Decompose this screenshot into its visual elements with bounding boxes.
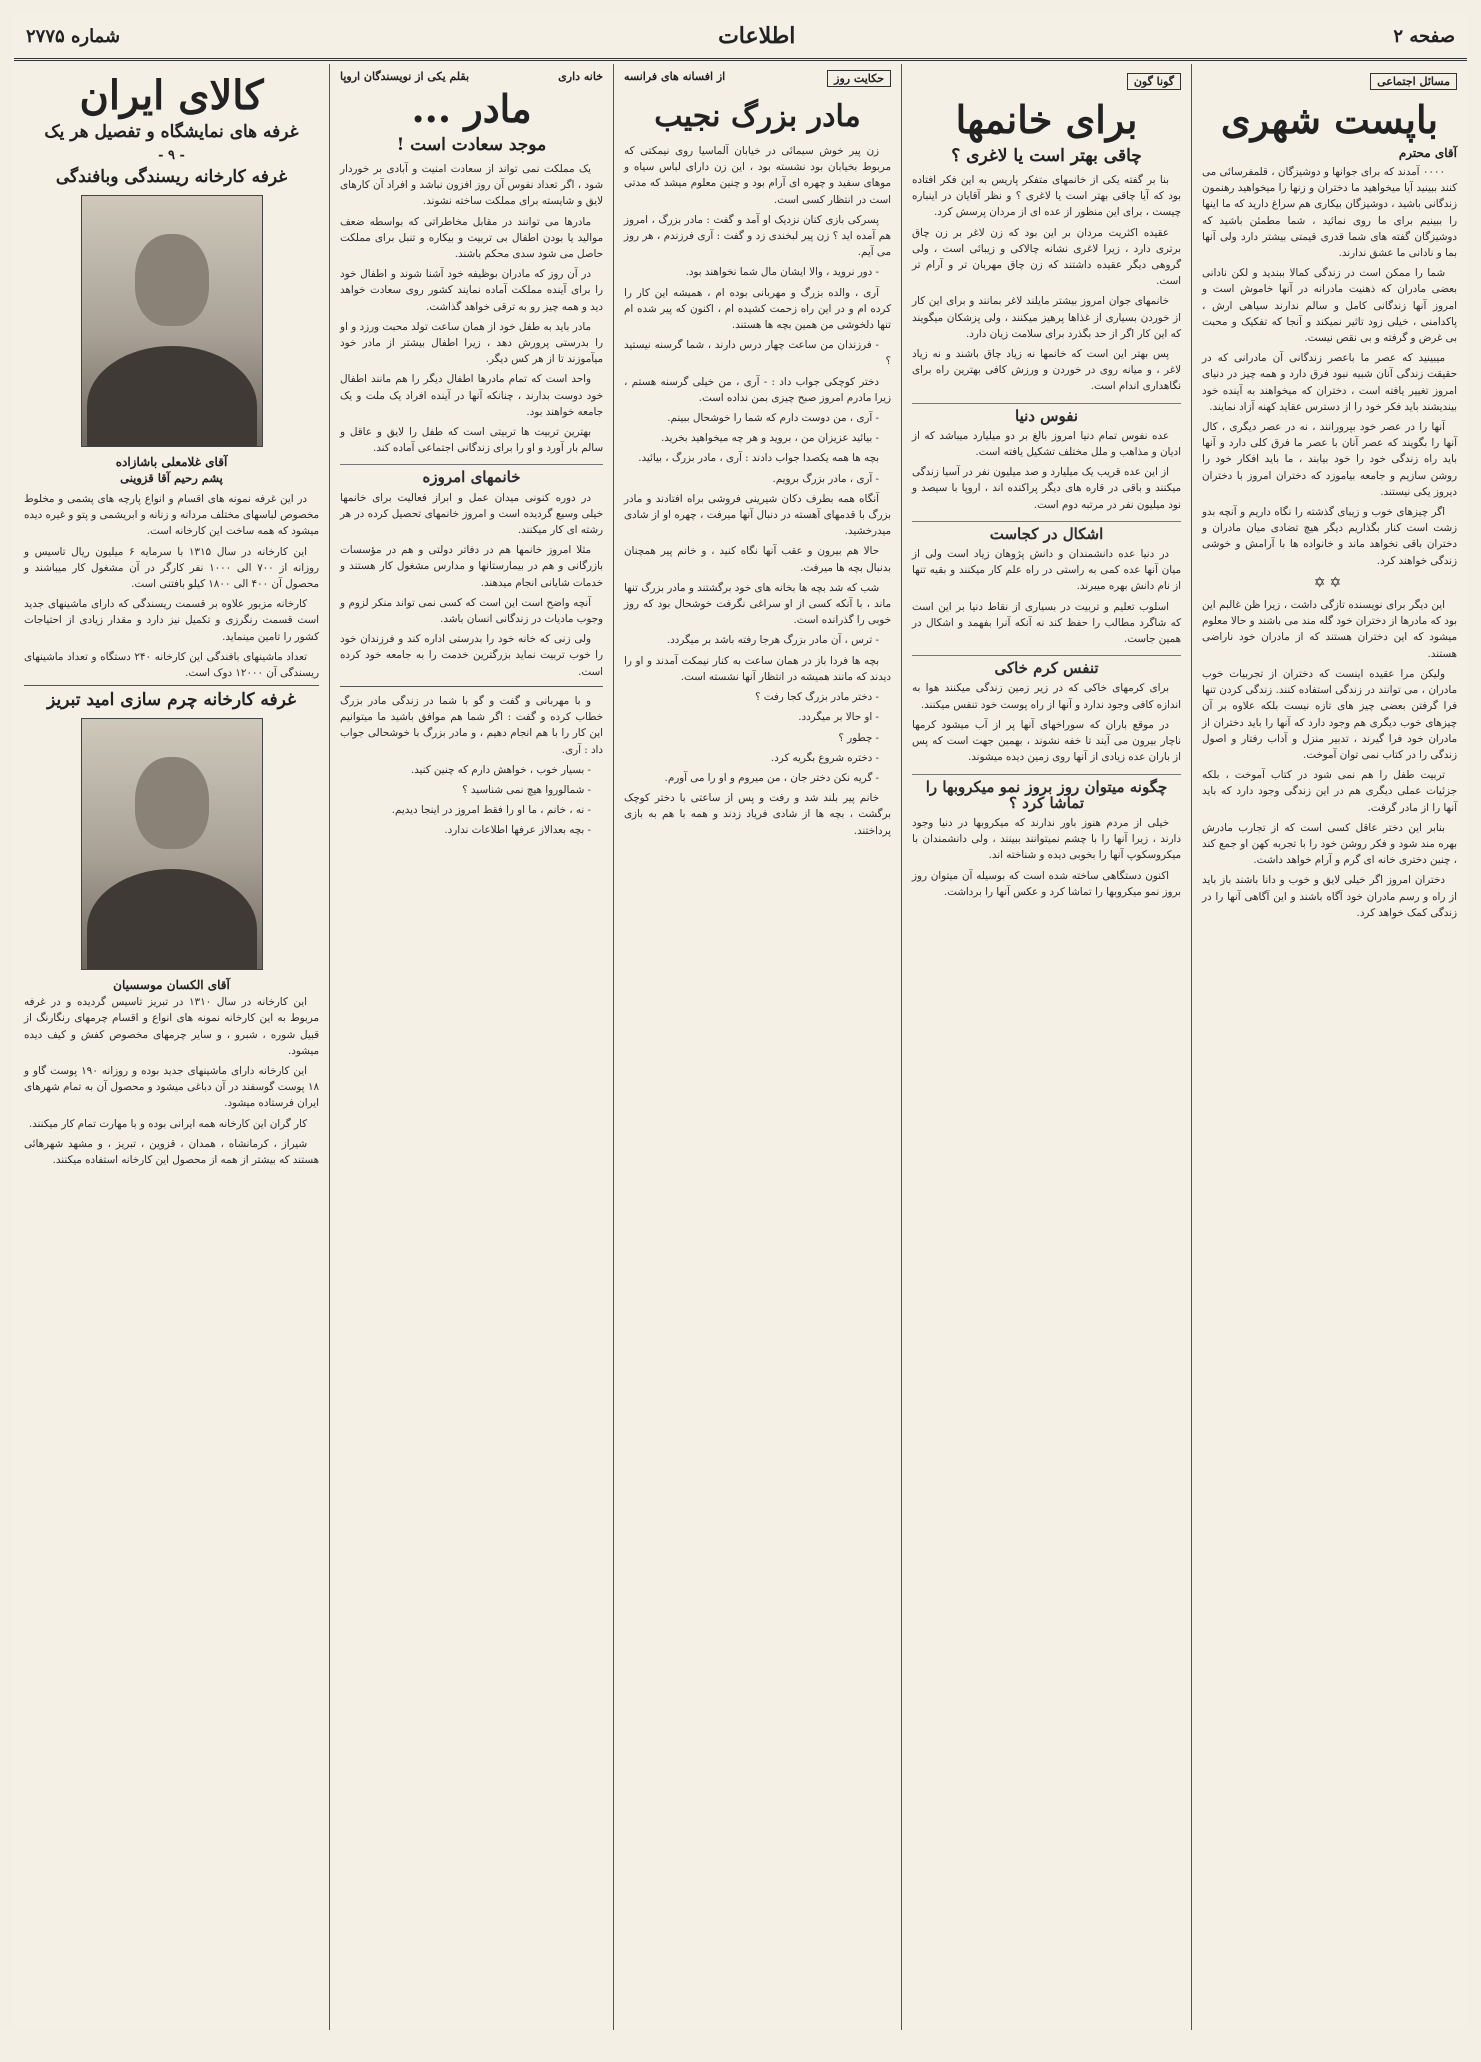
col1-paragraph: اگر چیزهای خوب و زیبای گذشته را نگاه داریم و آنچه بدو زشت است کنار بگذاریم دیگر هیچ تضادی میان مادران و دختران باقی نخواهد ماند و خانواده ها با آرامش و خوشی زندگی خواهند کرد. xyxy=(1202,506,1457,567)
star-divider: ✡✡ xyxy=(1313,574,1346,591)
col4-kicker: خانه داری xyxy=(558,70,603,83)
col5-subtitle: غرفه های نمایشگاه و تفصیل هر یک xyxy=(44,122,299,142)
col5-paragraph: این کارخانه دارای ماشینهای جدید بوده و روزانه ۱۹۰ پوست گاو و ۱۸ پوست گوسفند در آن دباغی میشود و محصول آن به تمام شهرهای ایران فرستاده میشود. xyxy=(24,1065,319,1110)
column-divider-rule xyxy=(340,686,603,687)
col3-paragraph: دختر کوچکی جواب داد : - آری ، من خیلی گرسنه هستم ، زیرا مادرم امروز صبح چیزی بمن نداده است. xyxy=(624,375,891,404)
col3-paragraph: - دور نروید ، والا ایشان مال شما نخواهند بود. xyxy=(685,266,879,279)
portrait-shoulders xyxy=(87,346,257,447)
portrait-head xyxy=(135,234,209,326)
col2-paragraph: خیلی از مردم هنوز باور ندارند که میکروبها در دنیا وجود دارند ، زیرا آنها را با چشم نمیتوانند ببینند ، ولی دانشمندان با میکروسکوپ آنها را بخوبی دیده و شناخته اند. xyxy=(912,816,1181,862)
col3-kicker-row xyxy=(624,70,891,91)
col1-paragraph: این دیگر برای نویسنده تازگی داشت ، زیرا ظن غالبم این بود که مادرها از دختران خود گله مند می باشند و حالا معلوم میشود که این دختران هستند که از مادران خود ناراضی هستند. xyxy=(1202,599,1457,660)
col2-paragraph: برای کرمهای خاکی که در زیر زمین زندگی میکنند هوا به اندازه کافی وجود ندارد و آنها از راه پوست خود تنفس میکنند. xyxy=(912,682,1181,711)
col3-paragraph: - آری ، من دوست دارم که شما را خوشحال ببینم. xyxy=(667,412,879,425)
col3-paragraph: - دختر مادر بزرگ کجا رفت ؟ xyxy=(755,691,879,704)
portrait-head xyxy=(135,757,209,849)
col3-title: مادر بزرگ نجیب xyxy=(654,99,861,134)
col5-paragraph: این کارخانه در سال ۱۳۱۰ در تبریز تاسیس گردیده و در غرفه مربوط به این کارخانه نمونه های انواع و اقسام چرمهای رنگارنگ از قبیل شوره ، شبرو ، و سایر چرمهای مخصوص کفش و کیف دیده میشود. xyxy=(24,996,319,1057)
col4-paragraph: یک مملکت نمی تواند از سعادت امنیت و آبادی بر خوردار شود ، اگر تعداد نفوس آن روز افزون نباشد و افراد آن کارهای لایق و شایسته برای مملکت ساخته نشوند. xyxy=(340,163,603,208)
col1-paragraph: دختران امروز اگر خیلی لایق و خوب و دانا باشند باز باید از راه و رسم مادران خود آگاه باشند و این آگاهی آنها را در زندگی کمک خواهد کرد. xyxy=(1202,874,1457,919)
issue-label: شماره ۲۷۷۵ xyxy=(26,25,121,47)
col4-title: مادر ... xyxy=(411,86,532,131)
col3-paragraph: - فرزندان من ساعت چهار درس دارند ، شما گرسنه نیستید ؟ xyxy=(624,339,891,368)
col3-kicker: حکایت روز xyxy=(827,70,891,87)
portrait-photo-2 xyxy=(81,718,263,970)
col3-paragraph: - چطور ؟ xyxy=(838,731,879,744)
section-heading-todays-women: خانمهای امروزه xyxy=(340,464,603,485)
col1-paragraph: شما را ممکن است در زندگی کمالا ببندید و لکن نادانی بعضی مادران که ذهنیت مادرانه در آنها خاموش است و امروز آنها زندگانی کامل و سالم ندارند سیاهی ارش ، پاکدامنی ، خیلی زود تاثیر نمیکند و آنجا که تفکیک و محبت بی غرض و گرفته و بی نقص نیست. xyxy=(1202,267,1457,345)
col5-subtitle2: غرفه کارخانه ریسندگی وبافندگی xyxy=(55,167,288,187)
column-housekeeping xyxy=(329,64,613,2030)
col4-kicker2: بقلم یکی از نویسندگان اروپا xyxy=(340,70,470,83)
col2-body xyxy=(912,172,1181,900)
col5-body xyxy=(24,491,319,681)
col3-paragraph: حالا هم بیرون و عقب آنها نگاه کنید ، و خانم پیر همچنان بدنبال بچه ها میرفت. xyxy=(624,545,891,574)
col4-paragraph: مادرها می توانند در مقابل مخاطراتی که بواسطه ضعف موالید یا بودن اطفال بی تربیت و بیکاره و تنبل برای مملکت حاصل می شود سدی محکم باشند. xyxy=(340,215,603,261)
col2-kicker: گونا گون xyxy=(1127,73,1181,90)
col3-paragraph: خانم پیر بلند شد و رفت و پس از ساعتی با دختر کوچک برگشت ، بچه ها از شادی فریاد زدند و همه با هم به بازی پرداختند. xyxy=(624,792,891,837)
col5-number: - ۹ - xyxy=(158,148,185,163)
col5-subtitle3: غرفه کارخانه چرم سازی امید تبریز xyxy=(24,685,319,710)
col4-body xyxy=(340,161,603,839)
col3-paragraph: - گریه نکن دختر جان ، من میروم و او را می آورم. xyxy=(664,771,879,784)
column-iranian-goods xyxy=(14,64,329,2030)
col4-paragraph: واحد است که تمام مادرها اطفال دیگر را هم مانند اطفال خود دوست بدارند ، چنانکه آنها در آینده افراد یک ملت و یک جامعه خواهند بود. xyxy=(340,373,603,418)
col4-kicker-row xyxy=(340,70,603,83)
col3-paragraph: - بیائید عزیزان من ، بروید و هر چه میخواهید بخرید. xyxy=(660,432,879,445)
col4-paragraph: - بچه بعدالاز عرفها اطلاعات ندارد. xyxy=(444,824,591,837)
col4-paragraph: آنچه واضح است این است که کسی نمی تواند منکر لزوم و وجوب مادیات در زندگانی انسان باشد. xyxy=(340,596,603,626)
column-social-issues xyxy=(1191,64,1467,2030)
col1-paragraph: آنها را در عصر خود بپرورانند ، نه در عصر دیگری ، کال آنها را بگویند که عصر آنان با عصر ما فرق کلی دارد و آنها باید راه زندگی خود را خود بیابند ، ما باید افکار خود را روشن سازیم و جامعه بیاموزد که دختران امروز با دختران دیروز یکی نیستند. xyxy=(1202,421,1457,498)
col2-paragraph: از این عده قریب یک میلیارد و صد میلیون نفر در آسیا زندگی میکنند و باقی در قاره های دیگر پراکنده اند ، اروپا با سیصد و نود میلیون نفر در مرتبه دوم است. xyxy=(912,466,1181,511)
person1-caption: آقای غلامعلی باشازاده xyxy=(115,455,228,469)
col3-paragraph: پسرکی بازی کنان نزدیک او آمد و گفت : مادر بزرگ ، امروز هم آمده اید ؟ زن پیر لبخندی زد و گفت : آری فرزندم ، هر روز می آیم. xyxy=(624,213,891,259)
portrait-shoulders xyxy=(87,869,257,970)
col2-paragraph: پس بهتر این است که خانمها نه زیاد چاق باشند و نه زیاد لاغر ، و میانه روی در خوردن و ورزش کافی بهترین راه برای نگاهداری اندام است. xyxy=(912,348,1181,393)
col5-body-2 xyxy=(24,994,319,1168)
column-for-women xyxy=(901,64,1191,2030)
portrait-photo-1 xyxy=(81,195,263,447)
col1-paragraph: میبینید که عصر ما باعصر زندگانی آن مادرانی که در حقیقت زندگی آنان شبیه نبود فرق دارد و همه چیز در دنیای امروز تغییر یافته است ، دختران که میخواهند به آینده خود بیندیشند باید فکر خود را از دسترس عقاید کهنه آزاد نمایند. xyxy=(1202,352,1457,413)
col1-paragraph: بنابر این دختر عاقل کسی است که از تجارب مادرش بهره مند شود و فکر روشن خود را با تجربه کهن او جمع کند ، چنین دختری خانه ای گرم و آرام خواهد داشت. xyxy=(1202,821,1457,867)
col1-paragraph: تربیت طفل را هم نمی شود در کتاب آموخت ، بلکه جزئیات عملی دیگری هم در این زندگی وجود دارد که باید آنها را از مادر گرفت. xyxy=(1202,769,1457,814)
col1-paragraph: ولیکن مرا عقیده اینست که دختران از تجربیات خوب مادران ، می توانند در زندگی استفاده کنند. زندگی کردن تنها فرا گرفتن بعضی چیز های تازه نیست بلکه علاوه بر آن چیزهای خوب دیگری هم وجود دارد که آنها را باید دختران از مادران خود فرا گیرند ، تدبیر منزل و آداب رفتار و اصول زندگی را در کتاب نمی توان آموخت. xyxy=(1202,667,1457,761)
col4-paragraph: مادر باید به طفل خود از همان ساعت تولد محبت ورزد و او را بدرستی پرورش دهد ، زیرا اطفال بیشتر از مادر خود میآموزند تا از هر کس دیگر. xyxy=(340,320,603,366)
col4-subtitle: موجد سعادت است ! xyxy=(396,135,547,155)
col2-paragraph: اسلوب تعلیم و تربیت در بسیاری از نقاط دنیا بر این است که شاگرد مطالب را حفظ کند نه آنکه آنرا بفهمد و اشکال در همین جاست. xyxy=(912,600,1181,646)
paper-name: اطلاعات xyxy=(718,23,796,49)
col5-paragraph: کار گران این کارخانه همه ایرانی بوده و با مهارت تمام کار میکنند. xyxy=(28,1117,307,1130)
section-heading-microbes: چگونه میتوان روز بروز نمو میکروبها را تماشا کرد ؟ xyxy=(912,774,1181,811)
col3-paragraph: شب که شد بچه ها بخانه های خود برگشتند و مادر بزرگ تنها ماند ، با آنکه کسی از او سراغی نگرفت خوشحال بود که روز خوبی را گذرانده است. xyxy=(624,581,891,627)
col2-subtitle: چاقی بهتر است یا لاغری ؟ xyxy=(951,146,1142,166)
col1-salutation: آقای محترم xyxy=(1398,146,1457,160)
col4-paragraph: مثلا امروز خانمها هم در دفاتر دولتی و هم در مؤسسات بازرگانی و هم در بیمارستانها و مدارس مشغول کار هستند و خدمات شایانی انجام میدهند. xyxy=(340,544,603,589)
col4-paragraph: - شمالوروا هیچ نمی شناسید ؟ xyxy=(462,783,591,796)
col3-body xyxy=(624,143,891,839)
col5-paragraph: کارخانه مزبور علاوه بر قسمت ریسندگی که دارای ماشینهای جدید است قسمت رنگرزی و تکمیل نیز دارد و مقدار زیادی از احتیاجات کشور را تامین مینماید. xyxy=(24,598,319,643)
column-story xyxy=(613,64,901,2030)
col2-paragraph: خانمهای جوان امروز بیشتر مایلند لاغر بمانند و برای این کار از خوردن بسیاری از غذاها پرهیز میکنند ، ولی پزشکان میگویند که این کار اگر از حد بگذرد برای سلامت زیان دارد. xyxy=(912,295,1181,340)
col4-paragraph: در آن روز که مادران بوظیفه خود آشنا شوند و اطفال خود را برای آینده مملکت آماده نمایند کشور روی سعادت خواهد دید و همه چیز رو به ترقی خواهد گذاشت. xyxy=(340,268,603,313)
col3-paragraph: بچه ها همه یکصدا جواب دادند : آری ، مادر بزرگ ، بیائید. xyxy=(638,452,879,465)
col3-paragraph: بچه ها فردا باز در همان ساعت به کنار نیمکت آمدند و او را دیدند که مانند همیشه در انتظار آنها نشسته است. xyxy=(624,654,891,683)
col1-body xyxy=(1202,164,1457,921)
col4-paragraph: ولی زنی که خانه خود را بدرستی اداره کند و فرزندان خود را خوب تربیت نماید بزرگترین خدمت را به جامعه خود کرده است. xyxy=(340,633,603,678)
col2-paragraph: در موقع باران که سوراخهای آنها پر از آب میشود کرمها ناچار بیرون می آیند تا خفه نشوند ، بهمین جهت است که پس از باران عده زیادی از آنها روی زمین دیده میشوند. xyxy=(912,718,1181,764)
col1-kicker: مسائل اجتماعی xyxy=(1370,73,1457,90)
col3-kicker2: از افسانه های فرانسه xyxy=(624,70,726,83)
col5-paragraph: شیراز ، کرمانشاه ، همدان ، قزوین ، تبریز ، و مشهد شهرهائی هستند که بیشتر از همه از محصول این کارخانه استفاده میکنند. xyxy=(24,1137,319,1167)
col2-paragraph: عده نفوس تمام دنیا امروز بالغ بر دو میلیارد میباشد که از ادیان و مذاهب و ملل مختلف تشکیل یافته است. xyxy=(912,429,1181,459)
col2-paragraph: در دنیا عده دانشمندان و دانش پژوهان زیاد است ولی از میان آنها عده کمی به راستی در راه علم کار میکنند و بقیه تنها از نام دانش بهره میبرند. xyxy=(912,548,1181,593)
col3-paragraph: - او حالا بر میگردد. xyxy=(798,711,879,724)
section-heading-world-population: نفوس دنیا xyxy=(912,403,1181,424)
col3-paragraph: آری ، والده بزرگ و مهربانی بوده ام ، همیشه این کار را کرده ام و در این راه زحمت کشیده ام ، اکنون که پیر شده ام تنها دلخوشی من همین بچه ها هستند. xyxy=(624,286,891,332)
col5-title: کالای ایران xyxy=(79,72,264,119)
page-label: صفحه ۲ xyxy=(1393,25,1455,47)
col2-paragraph: اکنون دستگاهی ساخته شده است که بوسیله آن میتوان روز بروز نمو میکروبها را تماشا کرد و عکس آنها را برداشت. xyxy=(912,869,1181,898)
col5-paragraph: در این غرفه نمونه های اقسام و انواع پارچه های پشمی و مخلوط مخصوص لباسهای مختلف مردانه و زنانه و ابریشمی و پتو و غیره دیده میشود که همه ساخت این کارخانه است. xyxy=(24,493,319,538)
person2-caption: آقای الکسان موسسیان xyxy=(113,978,230,993)
col4-paragraph: و با مهربانی و گفت و گو با شما در زندگی مادر بزرگ خطاب کرده و گفت : اگر شما هم موافق باشید ما میتوانیم این کار را با هم انجام دهیم ، و مادر بزرگ با خوشحالی جواب داد : آری. xyxy=(340,694,603,756)
person1-caption2: پشم رحیم آقا قزوینی xyxy=(120,471,223,485)
page-header xyxy=(14,14,1467,61)
col3-paragraph: - دختره شروع بگریه کرد. xyxy=(770,751,879,764)
col4-paragraph: بهترین تربیت ها تربیتی است که طفل را لایق و عاقل و سالم بار آورد و او را برای زندگانی اجتماعی آماده کند. xyxy=(340,426,603,455)
col4-paragraph: در دوره کنونی میدان عمل و ابراز فعالیت برای خانمها خیلی وسیع گردیده است و امروز خانمهای تحصیل کرده در هر رشته ای کار میکنند. xyxy=(340,491,603,537)
section-heading-earthworm: تنفس کرم خاکی xyxy=(912,655,1181,676)
col4-paragraph: - بسیار خوب ، خواهش دارم که چنین کنید. xyxy=(410,763,591,776)
col3-paragraph: - آری ، مادر بزرگ برویم. xyxy=(772,472,879,485)
section-heading-where-problem: اشکال در کجاست xyxy=(912,521,1181,542)
col4-paragraph: - نه ، خانم ، ما او را فقط امروز در اینجا دیدیم. xyxy=(391,804,591,817)
col2-paragraph: بنا بر گفته یکی از خانمهای متفکر پاریس به این فکر افتاده بود که آیا چاقی بهتر است یا لاغری ؟ و نظر آقایان در اینباره چیست ، برای این منظور از عده ای از مردان پرسش کرد. xyxy=(912,174,1181,219)
col1-title: باپست شهری xyxy=(1220,97,1439,142)
col1-paragraph: ۰۰۰۰ آمدند که برای جوانها و دوشیزگان ، قلمفرسائی می کنند ببینید آیا میخواهید ما دختران و زنها را میخواهید رهنمون زندگانی باشید ، دوشیزگان بیکاری هم سراغ دارید که ما اینها را ببینیم برای ما روی نمائید ، شما مطمئن باشید که دوشیزگان گفته های شما قدری قیمتی بیشتر دارد ولی آنها بما و نادانی ما عشق ندارند. xyxy=(1202,166,1457,260)
col2-title: برای خانمها xyxy=(955,97,1138,142)
columns xyxy=(14,64,1467,2030)
newspaper-page xyxy=(14,14,1467,2030)
col3-paragraph: آنگاه همه بطرف دکان شیرینی فروشی براه افتادند و مادر بزرگ با قدمهای آهسته در دنبال آنها میرفت ، چهره او از شادی میدرخشید. xyxy=(624,492,891,538)
col3-paragraph: زن پیر خوش سیمائی در خیابان آلماسیا روی نیمکتی که مربوط بخیابان بود نشسته بود ، این زن دارای لباس سیاه و موهای سفید و چهره ای آرام بود و چنین معلوم میشد که مدتی است در انتظار کسی است. xyxy=(624,145,891,206)
col3-paragraph: - ترس ، آن مادر بزرگ هرجا رفته باشد بر میگردد. xyxy=(666,634,879,647)
col5-paragraph: این کارخانه در سال ۱۳۱۵ با سرمایه ۶ میلیون ریال تاسیس و روزانه از ۷۰۰ الی ۱۰۰۰ نفر کارگر در آن مشغول کار میباشند و محصول آن ۴۰۰ الی ۱۸۰۰ کیلو بافتنی است. xyxy=(24,545,319,591)
col2-paragraph: عقیده اکثریت مردان بر این بود که زن لاغر بر زن چاق برتری دارد ، زیرا لاغری نشانه چالاکی و زیبائی است ، ولی گروهی دیگر عقیده داشتند که زن چاق مهربان تر و آرام تر است. xyxy=(912,226,1181,288)
col5-paragraph: تعداد ماشینهای بافندگی این کارخانه ۲۴۰ دستگاه و تعداد ماشینهای ریسندگی آن ۱۲۰۰۰ دوک است. xyxy=(24,650,319,680)
